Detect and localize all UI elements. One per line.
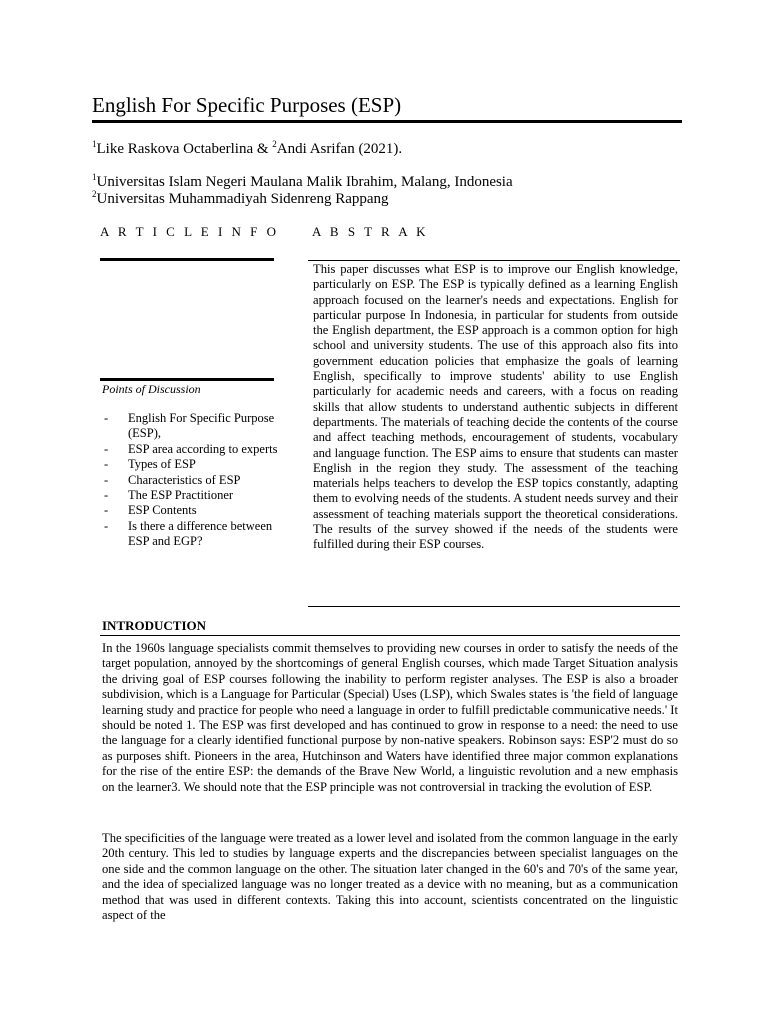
list-item — [102, 457, 282, 472]
list-item-text: Characteristics of ESP — [128, 472, 241, 487]
list-item — [102, 442, 282, 457]
abstract-rule-top — [308, 260, 680, 261]
list-item-text: The ESP Practitioner — [128, 488, 234, 503]
affiliation-2-text: Universitas Muhammadiyah Sidenreng Rappang — [96, 191, 389, 207]
author-2-name: Andi Asrifan (2021). — [276, 141, 403, 157]
list-item — [102, 488, 282, 503]
bullet-dash: - — [104, 488, 109, 503]
author-1-name: Like Raskova Octaberlina & — [96, 141, 273, 157]
affiliation-1-text: Universitas Islam Negeri Maulana Malik Ibrahim, Malang, Indonesia — [96, 174, 513, 190]
introduction-paragraph-1: In the 1960s language specialists commit themselves to providing new courses in order to satisfy the needs of the target population, annoyed by the shortcomings of general English courses, which made Target Situation analysis the driving goal of ESP courses following the inability to perform register analyses. The ESP is also a broader subdivision, which is a Language for Particular (Special) Uses (LSP), which Swales states is 'the field of language learning study and practice for people who need a language in order to fulfill predictable communicative needs.' It should be noted 1. The ESP was first developed and has continued to grow in response to a need: the need to use the language for a clearly identified functional purpose by non-native speakers. Robinson says: ESP'2 must do so as purposes shift. Pioneers in the area, Hutchinson and Waters have identified three major common explanations for the rise of the entire ESP: the demands of the Brave New World, a linguistic revolution and a new emphasis on the learner3. We should note that the ESP principle was not controversial in tracking the evolution of ESP. — [102, 641, 678, 794]
bullet-dash: - — [104, 411, 109, 425]
affiliations — [92, 174, 513, 208]
bullet-dash: - — [104, 457, 109, 472]
bullet-dash: - — [104, 518, 109, 533]
article-info-rule-top — [100, 258, 274, 261]
points-of-discussion-title: Points of Discussion — [102, 382, 201, 396]
affiliation-2-superscript: 2 — [92, 189, 97, 199]
list-item-text: Types of ESP — [128, 457, 196, 472]
paper-title: English For Specific Purposes (ESP) — [92, 93, 402, 117]
list-item — [102, 473, 282, 488]
affiliation-1-superscript: 1 — [92, 172, 97, 182]
author-2-superscript: 2 — [272, 139, 277, 149]
abstract-rule-bottom — [308, 606, 680, 607]
author-1-superscript: 1 — [92, 139, 97, 149]
abstract-text: This paper discusses what ESP is to improve our English knowledge, particularly on ESP. The ESP is typically defined as a learning English approach focused on the learner's needs and expectations. English for particular purpose In Indonesia, in particular for students from outside the English department, the ESP approach is a common option for high school and university students. The use of this approach also fits into government education policies that emphasize the goals of learning English, specifically to improve students' ability to use English particularly for academic needs and careers, with a focus on reading skills that allow students to understand authentic subjects in different departments. The materials of teaching decide the contents of the course and affect teaching methods, encouragement of students, vocabulary and language function. The ESP aims to ensure that students can master English in the region they study. The assessment of the teaching materials helps teachers to develop the ESP topics constantly, adapting them to evolving needs of the students. A student needs survey and their assessment of teaching materials support the theoretical considerations. The results of the survey showed if the needs of the students were fulfilled during their ESP courses. — [313, 262, 678, 552]
bullet-dash: - — [104, 503, 109, 518]
introduction-heading: INTRODUCTION — [102, 618, 207, 633]
list-item — [102, 411, 282, 442]
list-item — [102, 503, 282, 518]
introduction-paragraph-2: The specificities of the language were treated as a lower level and isolated from the common language in the early 20th century. This led to studies by language experts and the discrepancies between specialist languages on the one side and the common language on the other. The situation later changed in the 60's and 70's of the same year, and the idea of specialized language was no longer treated as a device with no meaning, but as a communication method that was used in different contexts. Taking this into account, scientists concentrated on the linguistic aspect of the — [102, 831, 678, 923]
bullet-dash: - — [104, 472, 109, 487]
bullet-dash: - — [104, 441, 109, 456]
affiliation-1 — [92, 174, 513, 191]
abstrak-heading: A B S T R A K — [312, 224, 429, 239]
list-item-text: ESP Contents — [128, 503, 197, 518]
points-of-discussion-list — [102, 411, 282, 550]
list-item-text: ESP area according to experts — [128, 441, 278, 456]
list-item-text: English For Specific Purpose (ESP), — [128, 411, 275, 441]
introduction-rule — [100, 635, 680, 636]
list-item — [102, 519, 282, 550]
affiliation-2 — [92, 191, 513, 208]
points-rule — [100, 378, 274, 381]
author-line — [92, 140, 402, 158]
title-rule — [92, 120, 682, 123]
list-item-text: Is there a difference between ESP and EGP? — [128, 518, 273, 549]
article-info-heading: A R T I C L E I N F O — [100, 224, 280, 239]
